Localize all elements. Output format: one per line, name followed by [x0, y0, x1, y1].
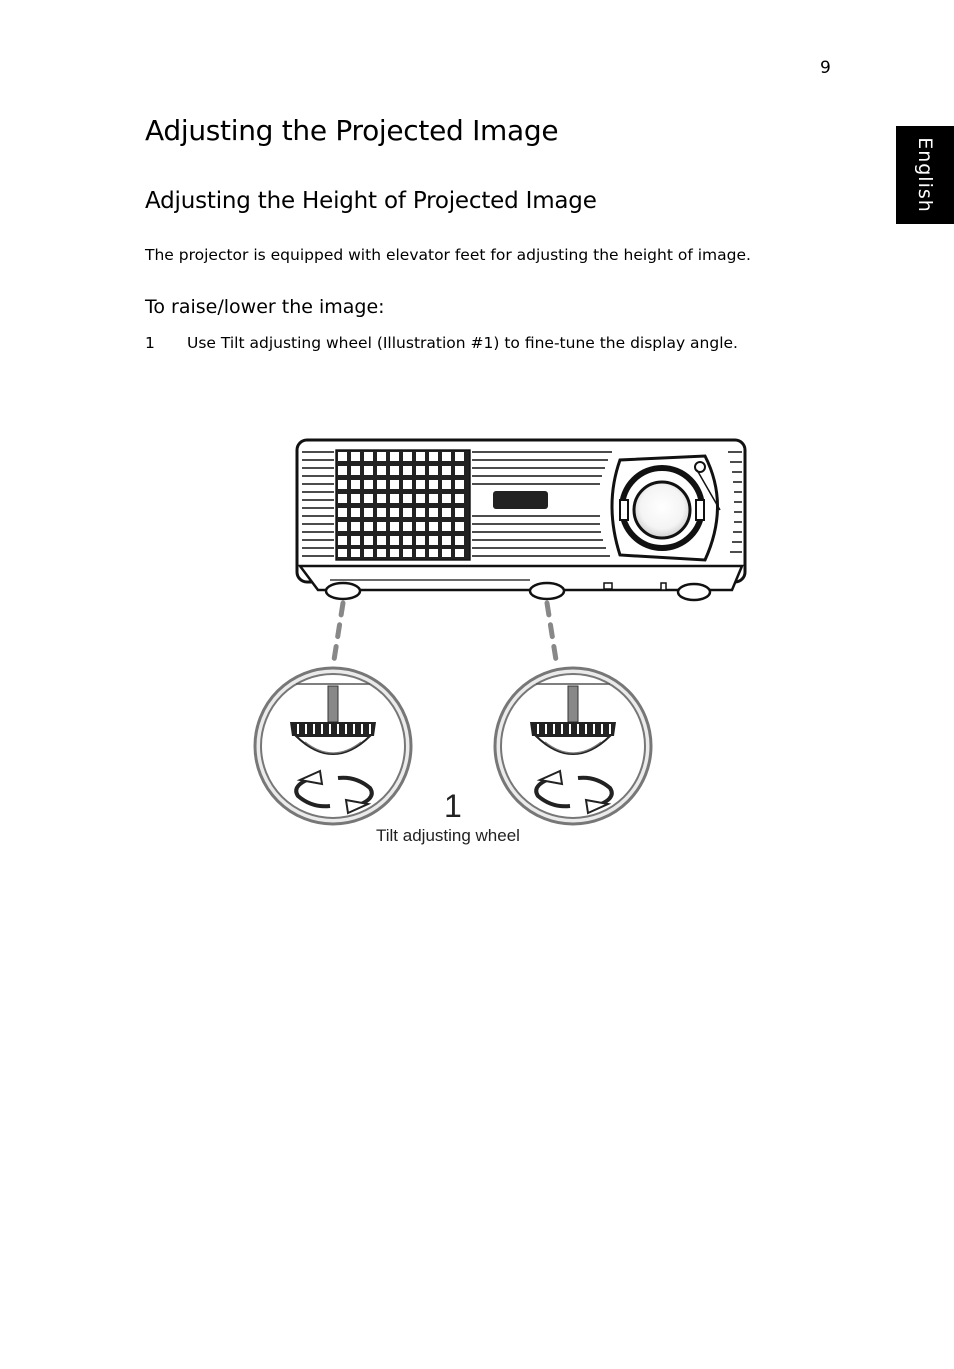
- lens-assembly: [612, 456, 720, 560]
- tilt-wheel-detail-left: [255, 668, 411, 824]
- callout-label: Tilt adjusting wheel: [376, 826, 520, 845]
- step-text: Use Tilt adjusting wheel (Illustration #1) to fine-tune the display angle.: [187, 334, 738, 352]
- projector-illustration: [250, 430, 760, 860]
- page-number: 9: [820, 58, 831, 78]
- projector-body: [297, 440, 745, 600]
- callout-number: 1: [444, 788, 462, 824]
- page-title: Adjusting the Projected Image: [145, 114, 559, 147]
- language-tab-label: English: [914, 137, 936, 213]
- brand-logo-plate: [493, 491, 548, 509]
- language-tab: [896, 126, 954, 224]
- procedure-heading: To raise/lower the image:: [145, 296, 385, 318]
- leader-lines: [334, 603, 556, 660]
- tilt-wheel-detail-right: [495, 668, 651, 824]
- section-heading: Adjusting the Height of Projected Image: [145, 188, 597, 214]
- intro-paragraph: The projector is equipped with elevator feet for adjusting the height of image.: [145, 246, 751, 264]
- step-number: 1: [145, 334, 155, 352]
